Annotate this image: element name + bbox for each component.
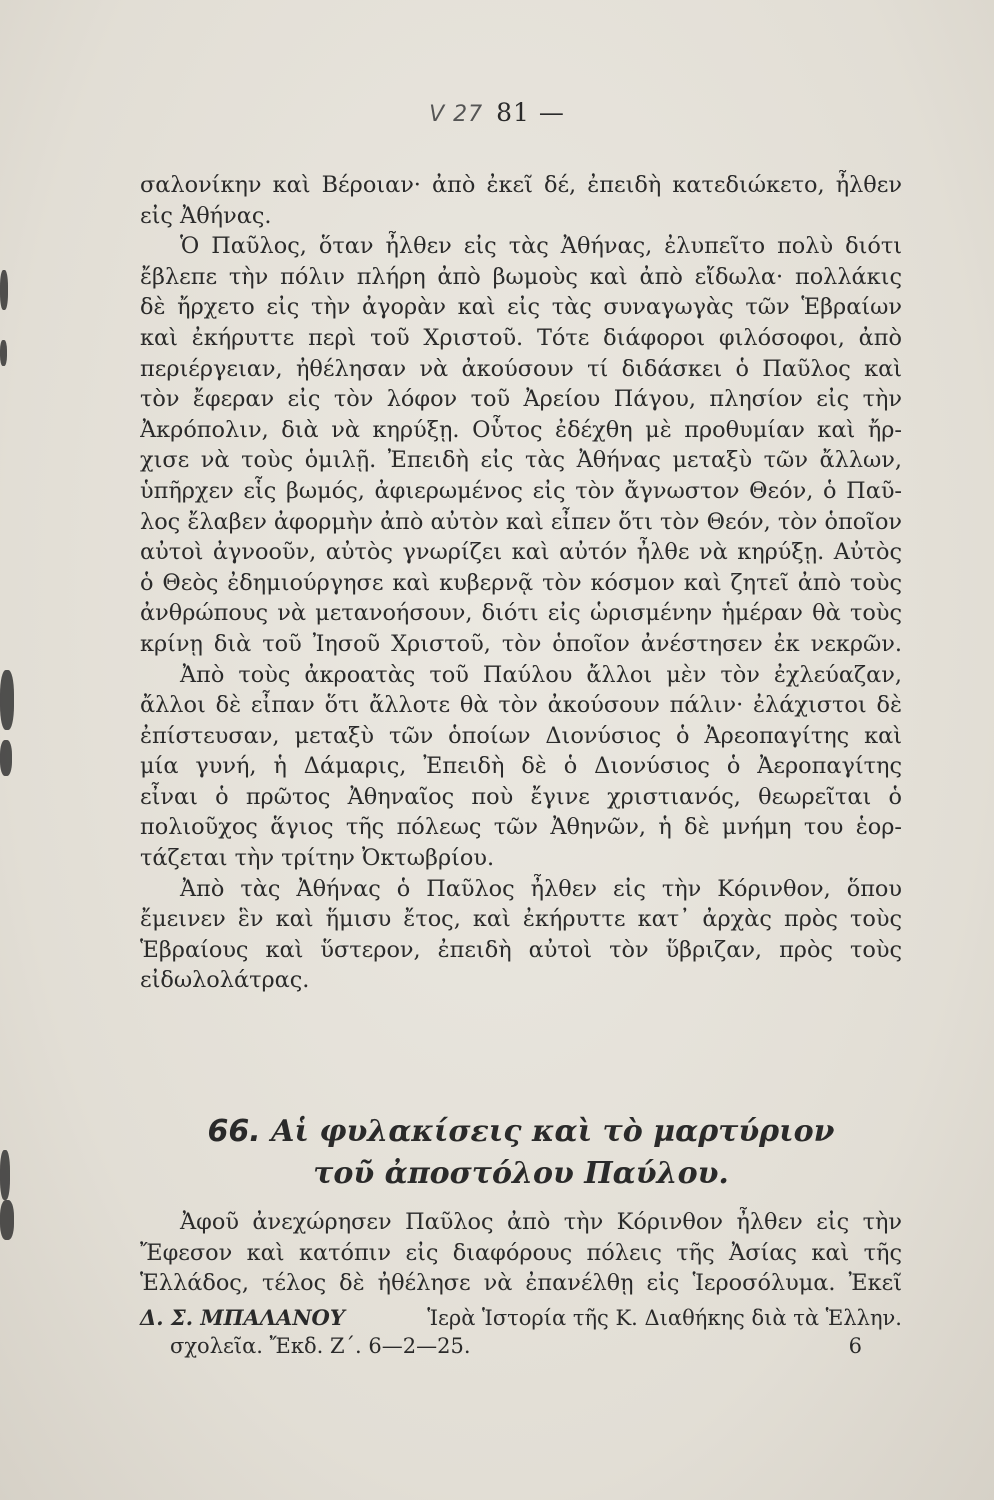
- text-line: κρίνῃ διὰ τοῦ Ἰησοῦ Χριστοῦ, τὸν ὁποῖον ἀνέστησεν ἐκ νεκρῶν.: [140, 630, 902, 657]
- scan-smudge: [0, 340, 7, 366]
- text-line: ἀνθρώπους νὰ μετανοήσουν, διότι εἰς ὡρισμένην ἡμέραν θὰ τοὺς: [140, 600, 902, 627]
- body-text-top: [140, 170, 902, 996]
- text-line: ἐπίστευσαν, μεταξὺ τῶν ὁποίων Διονύσιος ὁ Ἀρεοπαγίτης καὶ: [140, 722, 902, 749]
- text-line: αὐτοὶ ἀγνοοῦν, αὐτὸς γνωρίζει καὶ αὐτόν ἦλθε νὰ κηρύξῃ. Αὐτὸς: [140, 539, 902, 566]
- text-line: Ἀκρόπολιν, διὰ νὰ κηρύξῃ. Οὗτος ἐδέχθη μὲ προθυμίαν καὶ ἤρ-: [140, 416, 902, 443]
- text-line: εἶναι ὁ πρῶτος Ἀθηναῖος ποὺ ἔγινε χριστιανός, θεωρεῖται ὁ: [140, 783, 902, 810]
- scan-smudge: [0, 1150, 10, 1200]
- text-line: Ἀπὸ τοὺς ἀκροατὰς τοῦ Παύλου ἄλλοι μὲν τὸν ἐχλεύαζαν,: [180, 661, 902, 688]
- text-line: τὸν ἔφεραν εἰς τὸν λόφον τοῦ Ἀρείου Πάγου, πλησίον εἰς τὴν: [140, 386, 902, 413]
- text-line: μία γυνή, ἡ Δάμαρις, Ἐπειδὴ δὲ ὁ Διονύσιος ὁ Ἀεροπαγίτης: [140, 753, 902, 780]
- section-title-line-2: τοῦ ἀποστόλου Παύλου.: [313, 1156, 729, 1191]
- text-line: ἔβλεπε τὴν πόλιν πλήρη ἀπὸ βωμοὺς καὶ ἀπὸ εἴδωλα· πολλάκις: [140, 263, 902, 290]
- text-line: τάζεται τὴν τρίτην Ὀκτωβρίου.: [140, 845, 495, 872]
- text-line: εἰδωλολάτρας.: [140, 967, 310, 994]
- scan-smudge: [0, 740, 12, 776]
- text-line: ὑπῆρχεν εἷς βωμός, ἀφιερωμένος εἰς τὸν ἄγνωστον Θεόν, ὁ Παῦ-: [140, 477, 902, 504]
- section-heading-line-2: [140, 1154, 902, 1194]
- section-number: 66.: [207, 1114, 261, 1149]
- scan-smudge: [0, 1200, 14, 1240]
- text-line: πολιοῦχος ἅγιος τῆς πόλεως τῶν Ἀθηνῶν, ἡ δὲ μνήμη του ἑορ-: [140, 814, 902, 841]
- text-line: εἰς Ἀθήνας.: [140, 202, 272, 229]
- footer-row-1: [140, 1304, 902, 1332]
- scan-smudge: [0, 670, 14, 730]
- footer-edition: σχολεῖα. Ἔκδ. Ζ΄. 6—2—25.: [170, 1334, 471, 1358]
- section-title-line-1: Αἱ φυλακίσεις καὶ τὸ μαρτύριον: [271, 1114, 835, 1149]
- text-line: Ὁ Παῦλος, ὅταν ἦλθεν εἰς τὰς Ἀθήνας, ἐλυπεῖτο πολὺ διότι: [180, 233, 902, 260]
- body-text-bottom: [140, 1207, 902, 1299]
- text-line: Ἔφεσον καὶ κατόπιν εἰς διαφόρους πόλεις τῆς Ἀσίας καὶ τῆς: [140, 1239, 902, 1266]
- text-line: περιέργειαν, ἠθέλησαν νὰ ἀκούσουν τί διδάσκει ὁ Παῦλος καὶ: [140, 355, 902, 382]
- footer-book-title: Ἱερὰ Ἱστορία τῆς Κ. Διαθήκης διὰ τὰ Ἑλλην.: [427, 1306, 902, 1330]
- text-line: ὁ Θεὸς ἐδημιούργησε καὶ κυβερνᾷ τὸν κόσμον καὶ ζητεῖ ἀπὸ τοὺς: [140, 569, 902, 596]
- page-number: 81 —: [496, 98, 565, 127]
- text-line: Ἀπὸ τὰς Ἀθήνας ὁ Παῦλος ἦλθεν εἰς τὴν Κόρινθον, ὅπου: [180, 875, 902, 902]
- text-line: χισε νὰ τοὺς ὁμιλῇ. Ἐπειδὴ εἰς τὰς Ἀθήνας μεταξὺ τῶν ἄλλων,: [140, 447, 902, 474]
- text-line: δὲ ἤρχετο εἰς τὴν ἀγορὰν καὶ εἰς τὰς συναγωγὰς τῶν Ἑβραίων: [140, 294, 902, 321]
- text-line: Ἑλλάδος, τέλος δὲ ἠθέλησε νὰ ἐπανέλθῃ εἰς Ἱεροσόλυμα. Ἐκεῖ: [140, 1270, 902, 1297]
- page-header: [0, 98, 994, 127]
- text-line: λος ἔλαβεν ἀφορμὴν ἀπὸ αὐτὸν καὶ εἶπεν ὅτι τὸν Θεόν, τὸν ὁποῖον: [140, 508, 902, 535]
- footer-author: Δ. Σ. ΜΠΑΛΑΝΟΥ: [140, 1305, 345, 1330]
- text-line: σαλονίκην καὶ Βέροιαν· ἀπὸ ἐκεῖ δέ, ἐπειδὴ κατεδιώκετο, ἦλθεν: [140, 172, 902, 198]
- text-line: ἔμεινεν ἓν καὶ ἥμισυ ἔτος, καὶ ἐκήρυττε κατ᾿ ἀρχὰς πρὸς τοὺς: [140, 906, 902, 933]
- handwritten-mark: V 27: [429, 102, 484, 127]
- text-line: ἄλλοι δὲ εἶπαν ὅτι ἄλλοτε θὰ τὸν ἀκούσουν πάλιν· ἐλάχιστοι δὲ: [140, 692, 902, 719]
- text-line: καὶ ἐκήρυττε περὶ τοῦ Χριστοῦ. Τότε διάφοροι φιλόσοφοι, ἀπὸ: [140, 324, 902, 351]
- text-line: Ἑβραίους καὶ ὕστερον, ἐπειδὴ αὐτοὶ τὸν ὕβριζαν, πρὸς τοὺς: [140, 936, 902, 963]
- footer: [140, 1304, 902, 1360]
- text-line: Ἀφοῦ ἀνεχώρησεν Παῦλος ἀπὸ τὴν Κόρινθον ἦλθεν εἰς τὴν: [180, 1209, 902, 1235]
- footer-row-2: [140, 1332, 902, 1360]
- footer-signature: 6: [848, 1334, 862, 1358]
- scan-smudge: [0, 270, 8, 310]
- section-heading: [140, 1112, 902, 1152]
